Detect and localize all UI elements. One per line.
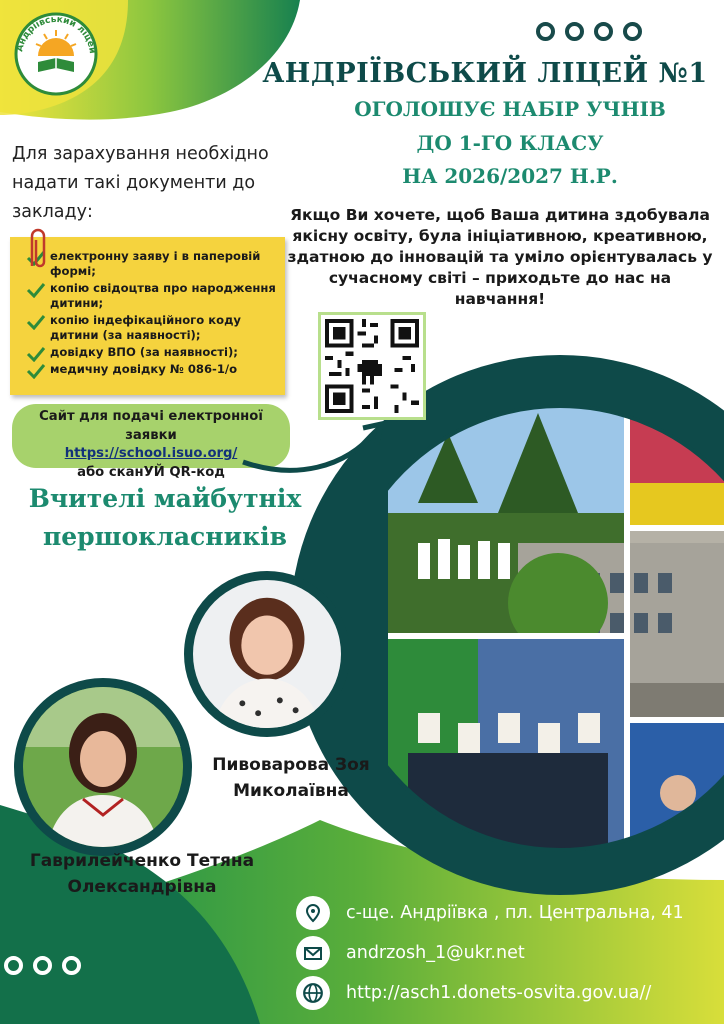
checkmark-icon	[26, 346, 46, 362]
intro-text: Якщо Ви хочете, щоб Ваша дитина здобувала якісну освіту, була ініціативною, креативною, здатною до інновацій та уміло орієнтувалась у сучасному світі – приходьте до нас на навчання!	[287, 206, 713, 308]
site-text-2: або сканУЙ QR-код	[77, 464, 225, 480]
documents-list	[50, 249, 280, 379]
envelope-icon	[296, 936, 330, 970]
contact-email	[296, 936, 525, 970]
contact-address	[296, 896, 684, 930]
site-text-1: Сайт для подачі електронної заявки	[39, 409, 263, 443]
documents-heading: Для зарахування необхідно надати такі документи до закладу:	[12, 144, 269, 222]
document-item-1: електронну заяву і в паперовій формі;	[50, 249, 261, 278]
checkmark-icon	[26, 363, 46, 379]
list-item	[50, 345, 280, 360]
arrow-icon	[235, 410, 395, 480]
document-item-4: довідку ВПО (за наявності);	[50, 345, 238, 359]
subtitle-line-3: НА 2026/2027 Н.Р.	[402, 164, 618, 188]
subtitle-line-2: ДО 1-ГО КЛАСУ	[416, 131, 604, 155]
teachers-heading: Вчителі майбутніх першокласників	[28, 484, 302, 551]
document-item-3: копію індефікаційного коду дитини (за наявності);	[50, 313, 241, 342]
paperclip-icon	[24, 226, 50, 274]
decorative-dots-bottom	[4, 956, 81, 975]
list-item	[50, 249, 280, 279]
email-link[interactable]: andrzosh_1@ukr.net	[346, 943, 525, 963]
website-link[interactable]: http://asch1.donets-osvita.gov.ua//	[346, 983, 652, 1003]
documents-note	[10, 237, 285, 395]
contact-web	[296, 976, 651, 1010]
list-item	[50, 313, 280, 343]
list-item	[50, 362, 280, 377]
page-title: АНДРІЇВСЬКИЙ ЛІЦЕЙ №1	[262, 58, 708, 89]
teacher-1-photo	[184, 571, 350, 737]
subtitle-line-1: ОГОЛОШУЄ НАБІР УЧНІВ	[354, 97, 666, 121]
decorative-dots-top	[536, 22, 642, 41]
school-logo	[8, 6, 104, 102]
logo-text: Андріївський ліцей	[15, 14, 97, 55]
site-link[interactable]: https://school.isuo.org/	[64, 446, 238, 461]
location-pin-icon	[296, 896, 330, 930]
document-item-2: копію свідоцтва про народження дитини;	[50, 281, 276, 310]
checkmark-icon	[26, 314, 46, 330]
photo-collage	[388, 393, 724, 863]
globe-icon	[296, 976, 330, 1010]
address-text: с-ще. Андріївка , пл. Центральна, 41	[346, 903, 684, 923]
checkmark-icon	[26, 282, 46, 298]
teacher-1-name: Пивоварова Зоя Миколаївна	[212, 755, 370, 801]
list-item	[50, 281, 280, 311]
teacher-2-name: Гаврилейченко Тетяна Олександрівна	[29, 851, 255, 897]
teacher-2-photo	[14, 678, 192, 856]
document-item-5: медичну довідку № 086-1/о	[50, 362, 238, 376]
